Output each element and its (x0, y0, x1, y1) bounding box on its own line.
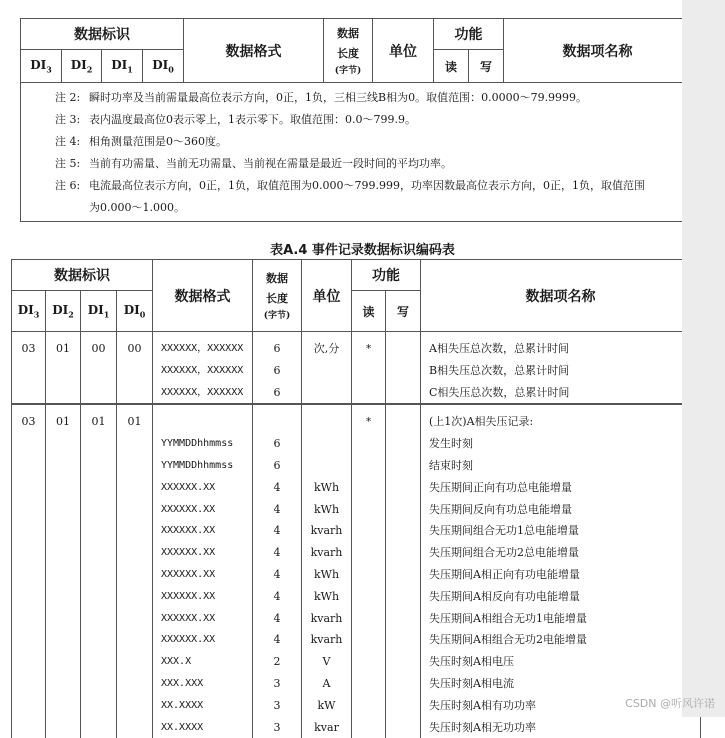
g2-unit-col: kWh kWh kvarh kvarh kWh kWh kvarh kvarh V A kW kvar (302, 405, 352, 738)
t2-header-di0: $DI_0$ (117, 291, 153, 332)
g1-format-0: XXXXXX，XXXXXX (161, 343, 244, 354)
t2-header-write: 写 (386, 291, 421, 332)
g1-length-0: 6 (273, 342, 281, 355)
g2-length-col: 6 6 4 4 4 4 4 4 4 4 2 3 3 3 (253, 405, 302, 738)
g1-length-1: 6 (273, 363, 281, 377)
header-write: 写 (469, 50, 504, 83)
header-length (324, 19, 373, 83)
t2-header-format: 数据格式 (153, 260, 253, 332)
header-length-mid: 长度 (337, 46, 359, 60)
t2-header-name: 数据项名称 (421, 260, 701, 332)
t2-header-length-top: 数据 (266, 271, 288, 285)
g2-format-col: YYMMDDhhmmss YYMMDDhhmmss XXXXXX.XX XXXXXX.XX XXXXXX.XX XXXXXX.XX XXXXXX.XX XXXXXX.XX XXXXXX.XX XXXXXX.XX XXX.X XXX.XXX XX.XXXX XX.XXXX (153, 405, 253, 738)
t2-header-di2: $DI_2$ (46, 291, 81, 332)
table-row-group-1 (12, 332, 701, 404)
g1-write (386, 332, 421, 404)
header-length-bot: (字节) (334, 65, 362, 76)
note-4: 注 4: 相角测量范围是0～360度。 (55, 135, 227, 148)
g2-read: * (352, 405, 386, 738)
g1-format-2: XXXXXX，XXXXXX (161, 386, 244, 398)
header-name: 数据项名称 (504, 19, 692, 83)
t2-header-length-mid: 长度 (266, 291, 288, 305)
t2-header-function: 功能 (352, 260, 421, 291)
g1-unit-col (302, 332, 352, 404)
header-di3: $DI_3$ (21, 50, 62, 83)
header-format: 数据格式 (184, 19, 324, 83)
g2-di1: 01 (81, 405, 117, 738)
g1-read: * (352, 332, 386, 404)
g1-name-1: B相失压总次数，总累计时间 (429, 363, 570, 377)
header-function: 功能 (434, 19, 504, 50)
g1-name-0: A相失压总次数，总累计时间 (429, 342, 569, 355)
note-3: 注 3: 表内温度最高位0表示零上，1表示零下。取值范围：0.0～799.9。 (55, 113, 416, 126)
t2-header-read: 读 (352, 291, 386, 332)
table-row-group-2 (12, 405, 701, 738)
note-6-continued: 为0.000～1.000。 (89, 201, 185, 214)
g2-di2: 01 (46, 405, 81, 738)
g2-name-col: (上1次)A相失压记录: 发生时刻 结束时刻 失压期间正向有功总电能增量 失压期间反向有功总电能增量 失压期间组合无功1总电能增量 失压期间组合无功2总电能增量 失压期间A相正向有功电能增量 失压期间A相反向有功电能增量 失压期间A相组合无功1电能增量 失压期间A相组合无功2电能增量 失压时刻A相电压 失压时刻A相电流 失压时刻A相有功功率 失压时刻A相无功功率 (421, 405, 701, 738)
g1-format-1: XXXXXX，XXXXXX (161, 364, 244, 376)
g1-unit-1 (302, 360, 351, 382)
table-a4 (11, 259, 701, 738)
header-di0: $DI_0$ (143, 50, 184, 83)
g1-name-2: C相失压总次数，总累计时间 (429, 385, 570, 399)
g1-length-2: 6 (273, 385, 281, 399)
watermark: CSDN @听风许诺 (625, 697, 715, 710)
note-6: 注 6: 电流最高位表示方向，0正，1负，取值范围为0.000～799.999，功率因数最高位表示方向，0正，1负，取值范围 (55, 179, 645, 192)
header-length-top: 数据 (337, 26, 359, 40)
g1-unit-0: 次,分 (313, 342, 340, 355)
t2-header-length (253, 260, 302, 332)
g2-write (386, 405, 421, 738)
g1-di0: 00 (117, 332, 153, 404)
g1-di3: 03 (12, 332, 46, 404)
g2-di3: 03 (12, 405, 46, 738)
t2-header-length-bot: (字节) (263, 310, 291, 321)
header-di1: $DI_1$ (102, 50, 143, 83)
notes-block (21, 83, 692, 222)
g1-length-col (253, 332, 302, 404)
t2-header-di3: $DI_3$ (12, 291, 46, 332)
note-5: 注 5: 当前有功需量、当前无功需量、当前视在需量是最近一段时间的平均功率。 (55, 157, 452, 170)
table-caption: 表A.4 事件记录数据标识编码表 (270, 243, 455, 258)
header-di2: $DI_2$ (62, 50, 102, 83)
header-unit: 单位 (373, 19, 434, 83)
header-di-group: 数据标识 (21, 19, 184, 50)
g2-di0: 01 (117, 405, 153, 738)
t2-header-di-group: 数据标识 (12, 260, 153, 291)
table-a3-tail (20, 18, 692, 222)
header-read: 读 (434, 50, 469, 83)
t2-header-di1: $DI_1$ (81, 291, 117, 332)
t2-header-unit: 单位 (302, 260, 352, 332)
g1-name-col (421, 332, 701, 404)
g1-di2: 01 (46, 332, 81, 404)
side-gutter (682, 0, 725, 717)
g1-unit-2 (302, 382, 351, 404)
g1-format-col (153, 332, 253, 404)
note-2: 注 2: 瞬时功率及当前需量最高位表示方向，0正，1负，三相三线B相为0。取值范围：0.0000～79.9999。 (55, 91, 588, 104)
g1-di1: 00 (81, 332, 117, 404)
